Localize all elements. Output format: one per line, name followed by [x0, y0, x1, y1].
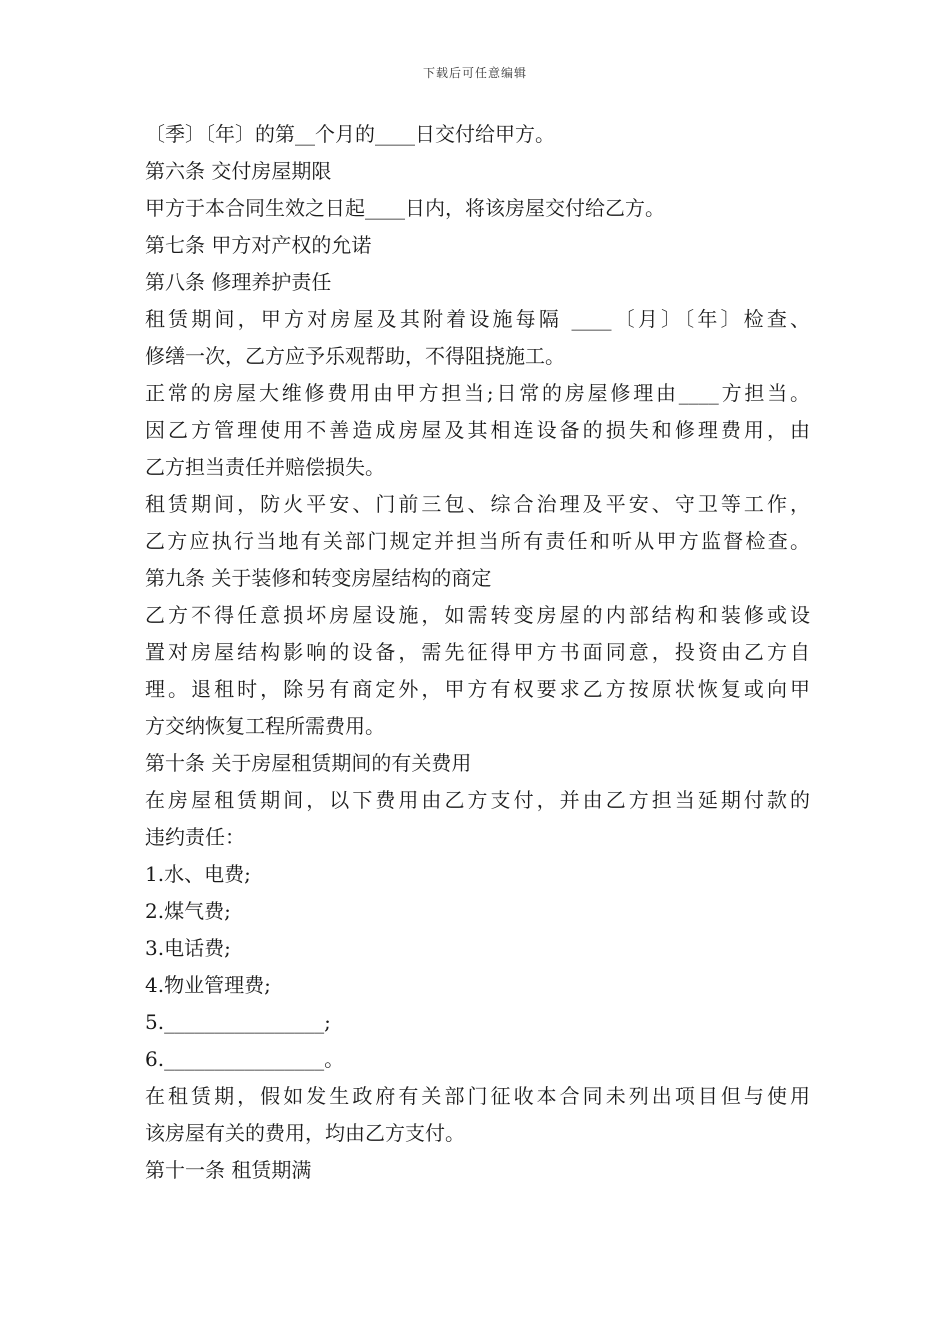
text-line: 乙方应执行当地有关部门规定并担当所有责任和听从甲方监督检查。 [145, 529, 810, 553]
list-item: 2.煤气费; [145, 899, 231, 923]
text-line: 租赁期间，甲方对房屋及其附着设施每隔 ____〔月〕〔年〕检查、 [145, 307, 810, 331]
section-heading-10: 第十条 关于房屋租赁期间的有关费用 [145, 751, 472, 775]
section-heading-8: 第八条 修理养护责任 [145, 270, 332, 294]
list-item: 1.水、电费; [145, 862, 251, 886]
text-line: 在房屋租赁期间，以下费用由乙方支付，并由乙方担当延期付款的 [145, 788, 810, 812]
section-heading-6: 第六条 交付房屋期限 [145, 159, 332, 183]
text-line: 置对房屋结构影响的设备，需先征得甲方书面同意，投资由乙方自 [145, 640, 810, 664]
document-body [145, 116, 810, 1189]
page-header: 下载后可任意编辑 [422, 66, 527, 80]
text-line: 乙方担当责任并赔偿损失。 [145, 455, 385, 479]
list-item: 5.________________; [145, 1010, 331, 1034]
list-item: 6.________________。 [145, 1047, 345, 1071]
text-line: 〔季〕〔年〕的第__个月的____日交付给甲方。 [145, 122, 555, 146]
text-line: 租赁期间，防火平安、门前三包、综合治理及平安、守卫等工作， [145, 492, 810, 516]
text-line: 该房屋有关的费用，均由乙方支付。 [145, 1121, 465, 1145]
section-heading-9: 第九条 关于装修和转变房屋结构的商定 [145, 566, 492, 590]
text-line: 正常的房屋大维修费用由甲方担当;日常的房屋修理由____方担当。 [145, 381, 810, 405]
text-line: 方交纳恢复工程所需费用。 [145, 714, 385, 738]
section-heading-11: 第十一条 租赁期满 [145, 1158, 312, 1182]
text-line: 在租赁期，假如发生政府有关部门征收本合同未列出项目但与使用 [145, 1084, 810, 1108]
text-line: 理。退租时，除另有商定外，甲方有权要求乙方按原状恢复或向甲 [145, 677, 810, 701]
text-line: 乙方不得任意损坏房屋设施，如需转变房屋的内部结构和装修或设 [145, 603, 810, 627]
list-item: 4.物业管理费; [145, 973, 271, 997]
section-heading-7: 第七条 甲方对产权的允诺 [145, 233, 372, 257]
text-line: 修缮一次，乙方应予乐观帮助，不得阻挠施工。 [145, 344, 565, 368]
text-line: 甲方于本合同生效之日起____日内，将该房屋交付给乙方。 [145, 196, 665, 220]
list-item: 3.电话费; [145, 936, 231, 960]
text-line: 因乙方管理使用不善造成房屋及其相连设备的损失和修理费用，由 [145, 418, 810, 442]
text-line: 违约责任： [145, 825, 245, 849]
